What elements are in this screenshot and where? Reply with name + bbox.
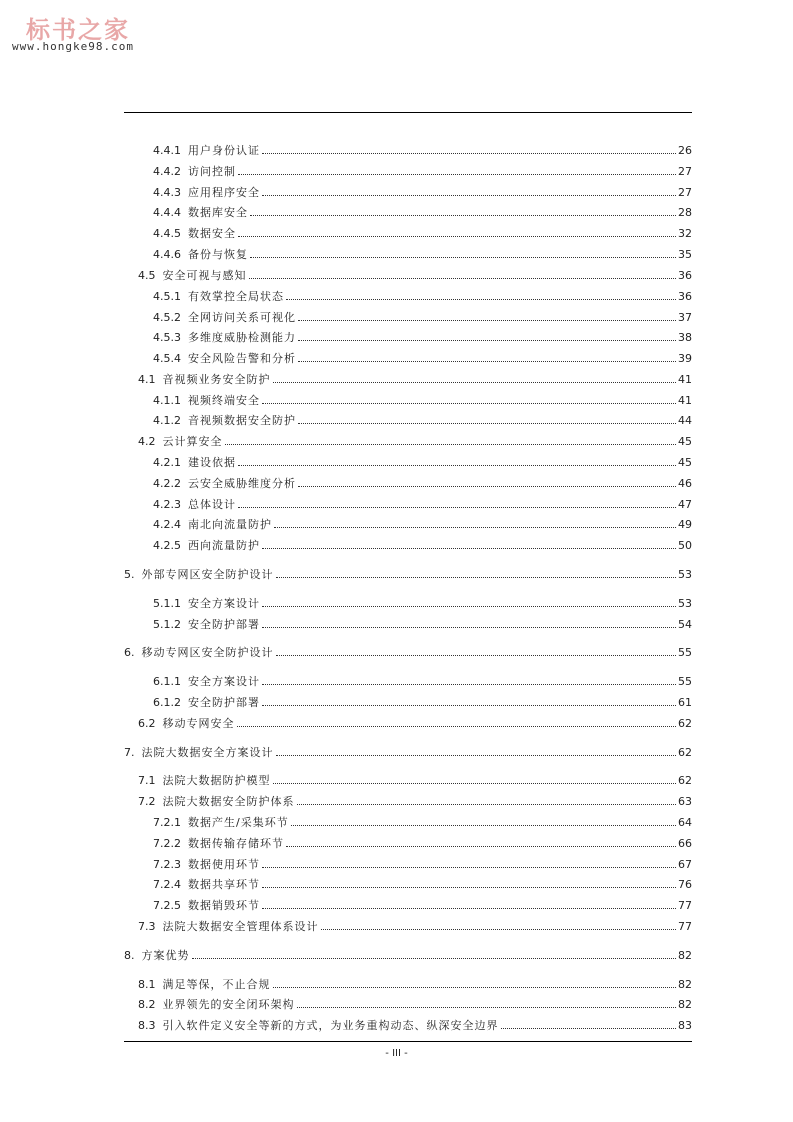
toc-dot-leader — [262, 403, 676, 404]
toc-dot-leader — [276, 755, 677, 756]
toc-entry-number: 4.2.5 — [153, 539, 181, 552]
toc-entry-title: 外部专网区安全防护设计 — [141, 568, 274, 581]
toc-dot-leader — [262, 627, 676, 628]
toc-entry[interactable] — [153, 186, 692, 200]
toc-entry-number: 4.4.6 — [153, 248, 181, 261]
toc-entry-number: 5.1.1 — [153, 597, 181, 610]
toc-dot-leader — [501, 1028, 677, 1029]
toc-entry-title: 移动专网区安全防护设计 — [141, 646, 274, 659]
toc-entry-number: 7.2.4 — [153, 878, 181, 891]
toc-entry-page: 41 — [678, 373, 692, 386]
toc-entry-number: 6.1.1 — [153, 675, 181, 688]
toc-entry[interactable] — [153, 518, 692, 532]
toc-entry[interactable] — [153, 858, 692, 872]
toc-entry-page: 35 — [678, 248, 692, 261]
toc-entry-number: 4.5 — [138, 269, 156, 282]
toc-entry[interactable] — [138, 717, 692, 731]
toc-entry-number: 4.5.1 — [153, 290, 181, 303]
toc-entry[interactable] — [138, 269, 692, 283]
toc-entry-page: 82 — [678, 978, 692, 991]
toc-entry[interactable] — [153, 227, 692, 241]
toc-dot-leader — [250, 215, 676, 216]
toc-dot-leader — [298, 486, 676, 487]
toc-entry-page: 62 — [678, 746, 692, 759]
toc-entry-title: 数据共享环节 — [188, 878, 260, 891]
toc-dot-leader — [238, 465, 676, 466]
toc-entry[interactable] — [124, 746, 692, 760]
toc-entry-page: 26 — [678, 144, 692, 157]
toc-entry-title: 引入软件定义安全等新的方式，为业务重构动态、纵深安全边界 — [162, 1019, 499, 1032]
toc-entry-title: 视频终端安全 — [188, 394, 260, 407]
toc-dot-leader — [273, 783, 677, 784]
toc-entry[interactable] — [153, 878, 692, 892]
toc-entry-page: 36 — [678, 290, 692, 303]
toc-dot-leader — [262, 606, 676, 607]
toc-entry-number: 7.2 — [138, 795, 156, 808]
toc-dot-leader — [297, 1007, 677, 1008]
toc-entry-title: 数据使用环节 — [188, 858, 260, 871]
toc-entry-number: 4.1.2 — [153, 414, 181, 427]
toc-dot-leader — [238, 236, 676, 237]
toc-entry-page: 45 — [678, 456, 692, 469]
toc-entry-page: 45 — [678, 435, 692, 448]
toc-dot-leader — [291, 825, 676, 826]
toc-entry[interactable] — [138, 978, 692, 992]
toc-entry-page: 66 — [678, 837, 692, 850]
toc-entry[interactable] — [153, 618, 692, 632]
toc-entry[interactable] — [138, 774, 692, 788]
toc-dot-leader — [238, 174, 676, 175]
toc-entry-number: 5.1.2 — [153, 618, 181, 631]
toc-entry-page: 41 — [678, 394, 692, 407]
toc-entry-page: 49 — [678, 518, 692, 531]
toc-entry[interactable] — [153, 539, 692, 553]
toc-dot-leader — [273, 382, 677, 383]
toc-entry-title: 数据安全 — [188, 227, 236, 240]
toc-entry-page: 64 — [678, 816, 692, 829]
toc-entry-page: 55 — [678, 646, 692, 659]
toc-dot-leader — [262, 867, 676, 868]
toc-entry[interactable] — [138, 1019, 692, 1033]
toc-entry-title: 法院大数据安全防护体系 — [162, 795, 295, 808]
toc-entry-page: 50 — [678, 539, 692, 552]
toc-entry-number: 8.3 — [138, 1019, 156, 1032]
toc-entry-title: 安全方案设计 — [188, 597, 260, 610]
toc-dot-leader — [273, 987, 677, 988]
toc-entry-title: 音视频数据安全防护 — [188, 414, 296, 427]
toc-entry[interactable] — [153, 837, 692, 851]
page-number: - III - — [385, 1048, 408, 1059]
toc-dot-leader — [298, 361, 676, 362]
toc-entry-number: 4.5.2 — [153, 311, 181, 324]
toc-entry-number: 4.2.2 — [153, 477, 181, 490]
toc-dot-leader — [286, 299, 676, 300]
toc-entry-title: 多维度威胁检测能力 — [188, 331, 296, 344]
toc-entry-number: 4.5.4 — [153, 352, 181, 365]
toc-entry-page: 32 — [678, 227, 692, 240]
toc-entry-title: 总体设计 — [188, 498, 236, 511]
toc-entry[interactable] — [153, 394, 692, 408]
toc-entry-number: 4.5.3 — [153, 331, 181, 344]
toc-entry-title: 建设依据 — [188, 456, 236, 469]
toc-entry-title: 数据传输存储环节 — [188, 837, 284, 850]
toc-entry-page: 61 — [678, 696, 692, 709]
toc-entry[interactable] — [138, 920, 692, 934]
toc-entry[interactable] — [124, 568, 692, 582]
toc-entry-number: 6.2 — [138, 717, 156, 730]
toc-entry[interactable] — [153, 456, 692, 470]
toc-entry-number: 7.2.2 — [153, 837, 181, 850]
toc-dot-leader — [298, 423, 676, 424]
toc-entry-page: 46 — [678, 477, 692, 490]
toc-entry-title: 云安全威胁维度分析 — [188, 477, 296, 490]
toc-dot-leader — [192, 958, 677, 959]
toc-entry[interactable] — [124, 949, 692, 963]
toc-entry-page: 77 — [678, 899, 692, 912]
toc-entry-number: 5. — [124, 568, 135, 581]
toc-entry-number: 4.4.3 — [153, 186, 181, 199]
toc-entry-number: 7.2.3 — [153, 858, 181, 871]
toc-entry-title: 方案优势 — [141, 949, 190, 962]
toc-entry[interactable] — [138, 435, 692, 449]
toc-entry-title: 安全防护部署 — [188, 696, 260, 709]
toc-entry-number: 4.4.4 — [153, 206, 181, 219]
toc-entry-title: 法院大数据安全方案设计 — [141, 746, 274, 759]
toc-entry-page: 55 — [678, 675, 692, 688]
toc-entry[interactable] — [138, 795, 692, 809]
toc-entry-page: 38 — [678, 331, 692, 344]
toc-dot-leader — [262, 887, 676, 888]
toc-entry[interactable] — [138, 998, 692, 1012]
toc-entry[interactable] — [153, 899, 692, 913]
watermark-url: www.hongke98.com — [12, 40, 134, 53]
toc-dot-leader — [297, 804, 677, 805]
toc-dot-leader — [249, 278, 677, 279]
toc-dot-leader — [321, 929, 677, 930]
toc-entry-number: 4.2 — [138, 435, 156, 448]
toc-entry-title: 全网访问关系可视化 — [188, 311, 296, 324]
toc-entry[interactable] — [153, 477, 692, 491]
toc-entry-title: 安全风险告警和分析 — [188, 352, 296, 365]
toc-dot-leader — [276, 577, 677, 578]
toc-entry-title: 业界领先的安全闭环架构 — [162, 998, 295, 1011]
toc-entry-title: 法院大数据防护模型 — [162, 774, 271, 787]
toc-entry[interactable] — [124, 646, 692, 660]
toc-entry[interactable] — [153, 311, 692, 325]
toc-entry-number: 4.2.4 — [153, 518, 181, 531]
toc-dot-leader — [238, 507, 676, 508]
toc-entry[interactable] — [153, 675, 692, 689]
toc-dot-leader — [262, 548, 676, 549]
toc-entry-number: 7.2.1 — [153, 816, 181, 829]
toc-entry-number: 4.4.2 — [153, 165, 181, 178]
toc-entry-title: 安全可视与感知 — [162, 269, 247, 282]
toc-entry-page: 37 — [678, 311, 692, 324]
toc-entry-page: 77 — [678, 920, 692, 933]
toc-entry-title: 应用程序安全 — [188, 186, 260, 199]
toc-entry-number: 8.1 — [138, 978, 156, 991]
toc-entry-title: 用户身份认证 — [188, 144, 260, 157]
toc-dot-leader — [262, 195, 676, 196]
toc-entry-title: 移动专网安全 — [162, 717, 235, 730]
toc-entry-page: 27 — [678, 165, 692, 178]
toc-dot-leader — [237, 726, 677, 727]
toc-entry-title: 南北向流量防护 — [188, 518, 272, 531]
toc-entry-number: 4.4.1 — [153, 144, 181, 157]
toc-entry-title: 满足等保，不止合规 — [162, 978, 271, 991]
toc-entry-title: 备份与恢复 — [188, 248, 248, 261]
toc-entry-page: 53 — [678, 568, 692, 581]
toc-entry-page: 62 — [678, 774, 692, 787]
toc-dot-leader — [298, 320, 676, 321]
toc-dot-leader — [286, 846, 676, 847]
toc-entry-number: 6.1.2 — [153, 696, 181, 709]
toc-entry[interactable] — [153, 597, 692, 611]
toc-entry-number: 4.2.3 — [153, 498, 181, 511]
toc-dot-leader — [274, 527, 676, 528]
toc-entry-title: 数据产生/采集环节 — [188, 816, 289, 829]
toc-entry-title: 访问控制 — [188, 165, 236, 178]
toc-entry-title: 音视频业务安全防护 — [162, 373, 271, 386]
toc-dot-leader — [225, 444, 677, 445]
toc-entry[interactable] — [153, 206, 692, 220]
toc-entry-page: 44 — [678, 414, 692, 427]
toc-dot-leader — [262, 705, 676, 706]
toc-dot-leader — [262, 153, 676, 154]
toc-entry-page: 82 — [678, 949, 692, 962]
toc-entry[interactable] — [153, 696, 692, 710]
toc-entry[interactable] — [153, 290, 692, 304]
toc-entry-title: 云计算安全 — [162, 435, 223, 448]
toc-entry-page: 63 — [678, 795, 692, 808]
toc-entry-number: 6. — [124, 646, 135, 659]
toc-entry[interactable] — [153, 144, 692, 158]
toc-entry-number: 8. — [124, 949, 135, 962]
toc-entry-page: 28 — [678, 206, 692, 219]
toc-dot-leader — [276, 655, 677, 656]
toc-entry[interactable] — [153, 414, 692, 428]
toc-entry[interactable] — [153, 352, 692, 366]
toc-entry[interactable] — [153, 331, 692, 345]
toc-entry-page: 67 — [678, 858, 692, 871]
toc-entry-page: 82 — [678, 998, 692, 1011]
toc-entry-number: 4.4.5 — [153, 227, 181, 240]
toc-entry-page: 76 — [678, 878, 692, 891]
toc-entry-title: 安全方案设计 — [188, 675, 260, 688]
toc-entry[interactable] — [138, 373, 692, 387]
toc-entry[interactable] — [153, 816, 692, 830]
toc-entry-number: 7.2.5 — [153, 899, 181, 912]
toc-entry-title: 西向流量防护 — [188, 539, 260, 552]
toc-entry-page: 47 — [678, 498, 692, 511]
toc-dot-leader — [262, 908, 676, 909]
toc-entry-page: 27 — [678, 186, 692, 199]
toc-entry-number: 7. — [124, 746, 135, 759]
toc-entry-number: 4.2.1 — [153, 456, 181, 469]
toc-entry-title: 法院大数据安全管理体系设计 — [162, 920, 319, 933]
toc-entry-page: 39 — [678, 352, 692, 365]
toc-dot-leader — [298, 340, 676, 341]
toc-entry-title: 安全防护部署 — [188, 618, 260, 631]
watermark-title: 标书之家 — [26, 15, 130, 44]
toc-entry-page: 36 — [678, 269, 692, 282]
toc-entry-number: 8.2 — [138, 998, 156, 1011]
toc-entry-number: 7.1 — [138, 774, 156, 787]
toc-entry[interactable] — [153, 248, 692, 262]
toc-dot-leader — [250, 257, 676, 258]
toc-entry[interactable] — [153, 165, 692, 179]
footer-rule — [124, 1041, 692, 1042]
toc-entry-title: 数据销毁环节 — [188, 899, 260, 912]
toc-entry-number: 4.1.1 — [153, 394, 181, 407]
toc-entry-page: 54 — [678, 618, 692, 631]
toc-entry[interactable] — [153, 498, 692, 512]
toc-entry-page: 53 — [678, 597, 692, 610]
toc-entry-page: 62 — [678, 717, 692, 730]
toc-entry-title: 有效掌控全局状态 — [188, 290, 284, 303]
toc-dot-leader — [262, 684, 676, 685]
toc-entry-number: 4.1 — [138, 373, 156, 386]
toc-entry-title: 数据库安全 — [188, 206, 248, 219]
toc-entry-page: 83 — [678, 1019, 692, 1032]
toc-entry-number: 7.3 — [138, 920, 156, 933]
